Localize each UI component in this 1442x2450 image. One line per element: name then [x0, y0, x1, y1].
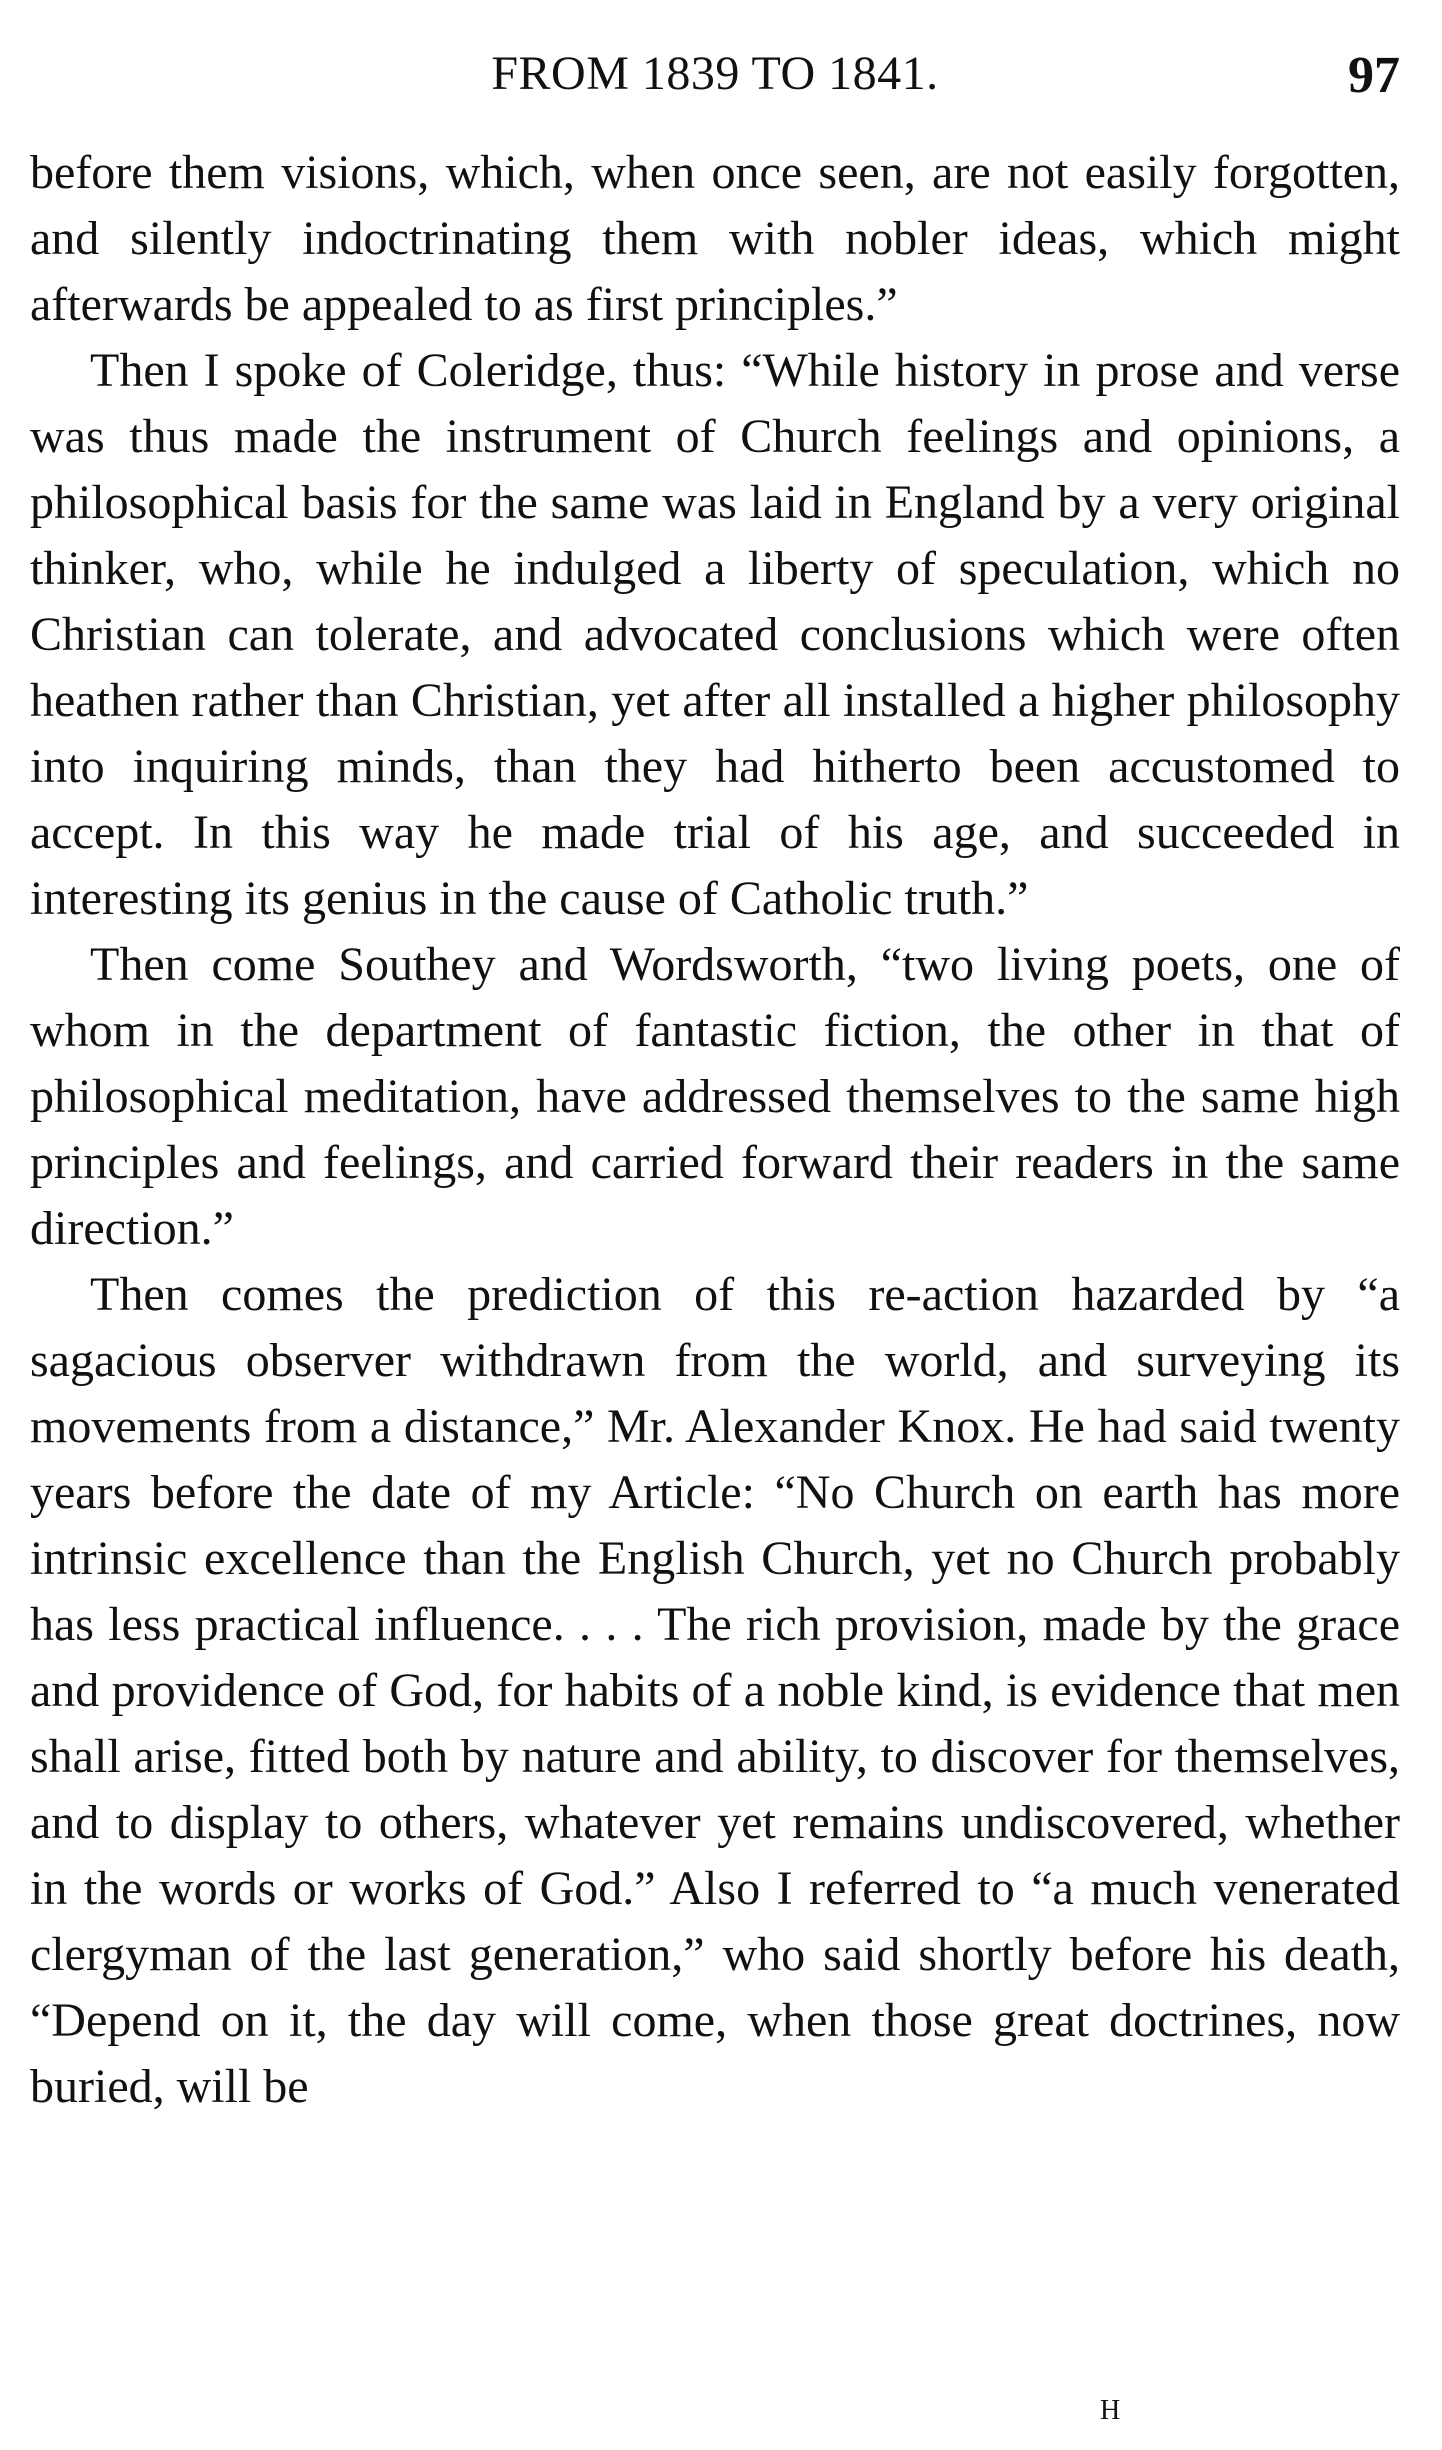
paragraph-continued: before them visions, which, when once seen, are not easily forgotten, and silently indoctrinating them with nobler ideas, which might afterwards be appealed to as first principles.” — [30, 146, 1400, 331]
paragraph-knox: Then comes the prediction of this re-action hazarded by “a sagacious observer withdrawn from the world, and surveying its movements from a distance,” Mr. Alexander Knox. He had said twenty years before the date of my Article: “No Church on earth has more intrinsic excellence than the English Church, yet no Church probably has less practical influence. . . . The rich provision, made by the grace and providence of God, for habits of a noble kind, is evidence that men shall arise, fitted both by nature and ability, to discover for themselves, and to display to others, whatever yet remains undiscovered, whether in the words or works of God.” Also I referred to “a much venerated clergyman of the last generation,” who said shortly before his death, “Depend on it, the day will come, when those great doctrines, now buried, will be — [30, 1268, 1400, 2113]
signature-mark: H — [1100, 2395, 1123, 2426]
paragraph-southey-wordsworth: Then come Southey and Wordsworth, “two living poets, one of whom in the department of fantastic fiction, the other in that of philosophical meditation, have addressed themselves to the same high principles and feelings, and carried forward their readers in the same direction.” — [30, 938, 1400, 1255]
body-text — [30, 140, 1400, 2120]
page-number: 97 — [1348, 47, 1400, 104]
running-head — [30, 40, 1400, 110]
running-title: FROM 1839 TO 1841. — [491, 47, 939, 100]
book-page — [30, 0, 1400, 2450]
paragraph-coleridge: Then I spoke of Coleridge, thus: “While history in prose and verse was thus made the instrument of Church feelings and opinions, a philosophical basis for the same was laid in England by a very original thinker, who, while he indulged a liberty of speculation, which no Christian can tolerate, and advocated conclusions which were often heathen rather than Christian, yet after all installed a higher philosophy into inquiring minds, than they had hitherto been accustomed to accept. In this way he made trial of his age, and succeeded in interesting its genius in the cause of Catholic truth.” — [30, 344, 1400, 925]
